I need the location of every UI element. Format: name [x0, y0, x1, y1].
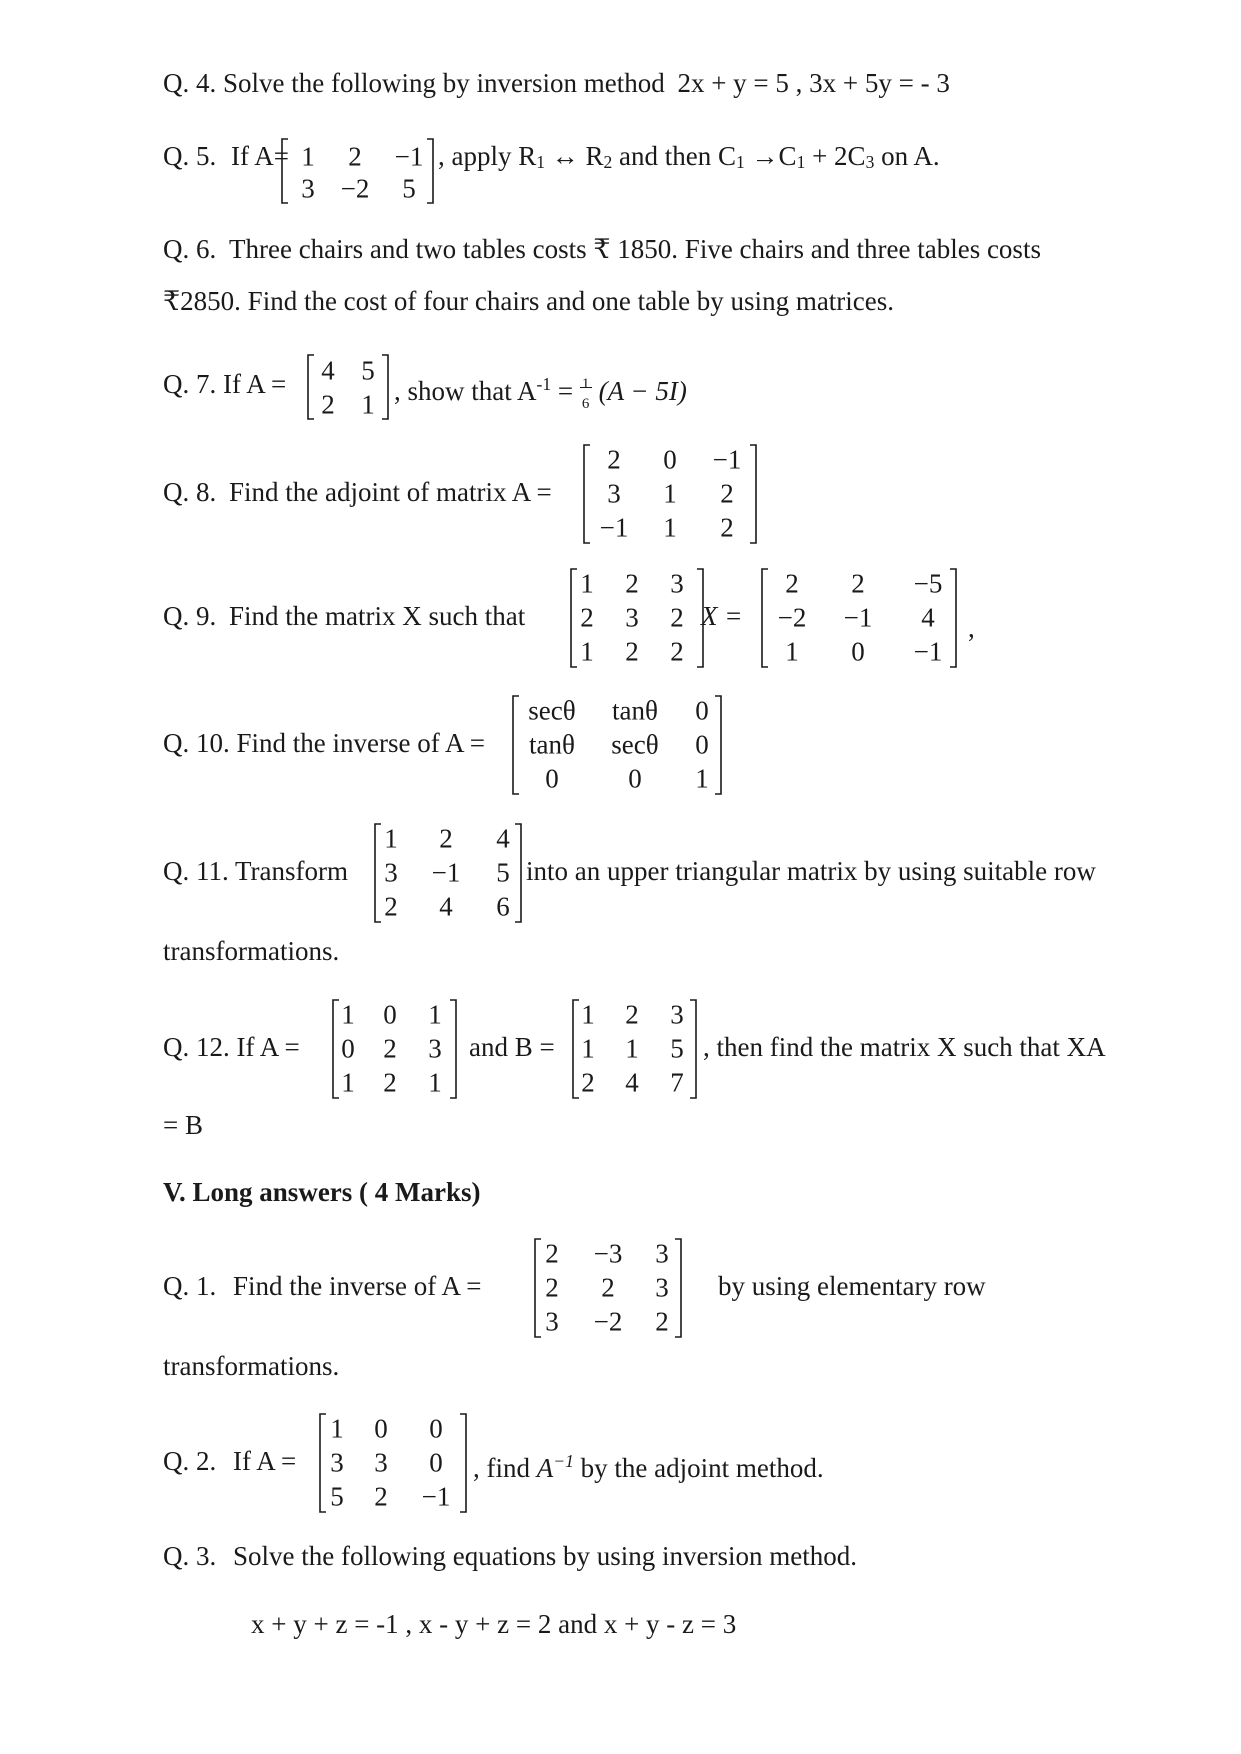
matrix-cell: 2: [321, 389, 335, 420]
q5-c1b-sub: 1: [796, 152, 806, 172]
matrix-cell: 0: [663, 444, 677, 475]
matrix-cell: −1: [394, 141, 424, 172]
matrix-cell: 0: [429, 1447, 443, 1478]
q7-expression: (A − 5I): [591, 376, 687, 406]
question-q9: [163, 600, 525, 632]
matrix-cell: 3: [607, 478, 621, 509]
matrix-cell: 2: [374, 1481, 388, 1512]
l3-equations: x + y + z = -1 , x - y + z = 2 and x + y - z = 3: [251, 1609, 737, 1639]
q12-and-b: and B =: [469, 1032, 555, 1062]
matrix-cell: tanθ: [612, 695, 658, 726]
matrix-cell: 1: [361, 389, 375, 420]
matrix-cell: 3: [374, 1447, 388, 1478]
matrix-cell: 5: [330, 1481, 344, 1512]
matrix-cell: 1: [695, 763, 709, 794]
q10-text: Find the inverse of A =: [236, 728, 485, 758]
matrix-cell: 1: [341, 999, 355, 1030]
q7-show-text: , show that A: [394, 376, 537, 406]
matrix-cell: 2: [383, 1067, 397, 1098]
matrix-cell: 3: [655, 1272, 669, 1303]
question-q11: [163, 855, 348, 887]
matrix-cell: 1: [625, 1033, 639, 1064]
l1-line2: transformations.: [163, 1351, 340, 1381]
question-q7-label-line: [163, 368, 286, 400]
q10-label: Q. 10.: [163, 728, 230, 758]
q7-inverse-sup: -1: [536, 374, 552, 394]
matrix-cell: 3: [428, 1033, 442, 1064]
matrix-cell: 3: [301, 173, 315, 204]
q4-equations: 2x + y = 5 , 3x + 5y = - 3: [677, 68, 950, 98]
q7-prefix: If A =: [223, 369, 287, 399]
matrix-cell: 1: [663, 512, 677, 543]
q9-matrix-a: [569, 568, 705, 668]
q8-matrix: [582, 444, 758, 544]
q8-label: Q. 8.: [163, 477, 217, 507]
q4-label: Q. 4.: [163, 68, 217, 98]
question-long-q1: [163, 1270, 481, 1302]
l2-find-text: , find: [473, 1453, 537, 1483]
l1-text2: by using elementary row: [718, 1271, 986, 1301]
matrix-cell: 4: [321, 355, 335, 386]
matrix-cell: 1: [581, 999, 595, 1030]
q12-line2: = B: [163, 1110, 203, 1140]
matrix-cell: 1: [580, 636, 594, 667]
q6-line1: Three chairs and two tables costs ₹ 1850. Five chairs and three tables costs: [229, 234, 1041, 264]
q5-matrix: [280, 138, 435, 204]
q11-text: Transform: [235, 856, 349, 886]
matrix-cell: 1: [384, 823, 398, 854]
q7-equals: =: [551, 376, 580, 406]
matrix-cell: −1: [421, 1481, 451, 1512]
l2-statement: [473, 1445, 824, 1484]
matrix-cell: 2: [670, 602, 684, 633]
matrix-cell: 3: [655, 1238, 669, 1269]
q5-prefix: If A=: [231, 141, 289, 171]
l2-a-symbol: A: [536, 1453, 554, 1483]
matrix-cell: 0: [383, 999, 397, 1030]
q7-statement: [394, 368, 687, 412]
q5-plus-text: + 2C: [805, 141, 866, 171]
matrix-cell: 4: [496, 823, 510, 854]
q7-frac-den: 6: [581, 396, 590, 412]
matrix-cell: 2: [384, 891, 398, 922]
matrix-cell: 2: [720, 512, 734, 543]
matrix-cell: 0: [374, 1413, 388, 1444]
q5-r1-sub: 1: [536, 152, 546, 172]
q11-text2: into an upper triangular matrix by using suitable row: [526, 856, 1096, 886]
matrix-cell: 2: [581, 1067, 595, 1098]
matrix-cell: 2: [625, 568, 639, 599]
matrix-cell: 0: [851, 636, 865, 667]
matrix-cell: 1: [330, 1413, 344, 1444]
matrix-cell: 2: [545, 1272, 559, 1303]
matrix-cell: 1: [428, 1067, 442, 1098]
matrix-cell: −3: [593, 1238, 623, 1269]
matrix-cell: 2: [348, 141, 362, 172]
matrix-cell: 2: [785, 568, 799, 599]
matrix-cell: 2: [607, 444, 621, 475]
matrix-cell: 4: [625, 1067, 639, 1098]
matrix-cell: −1: [913, 636, 943, 667]
l3-text: Solve the following equations by using inversion method.: [233, 1541, 857, 1571]
q8-text: Find the adjoint of matrix A =: [229, 477, 552, 507]
matrix-cell: 4: [921, 602, 935, 633]
matrix-cell: 0: [341, 1033, 355, 1064]
q7-frac-num: 1: [581, 376, 590, 392]
matrix-cell: 1: [580, 568, 594, 599]
q12-matrix-b: [571, 999, 698, 1099]
matrix-cell: 3: [670, 999, 684, 1030]
q5-c1-sub: 1: [736, 152, 745, 172]
q5-then-text: and then C: [612, 141, 737, 171]
matrix-cell: tanθ: [529, 729, 575, 760]
q11-label: Q. 11.: [163, 856, 229, 886]
l2-inverse-sup: −1: [553, 1451, 574, 1471]
matrix-cell: 7: [670, 1067, 684, 1098]
matrix-cell: 1: [785, 636, 799, 667]
matrix-cell: 3: [545, 1306, 559, 1337]
q11-matrix: [373, 823, 523, 923]
q9-x-equals: X =: [701, 601, 743, 631]
q5-c3-sub: 3: [865, 152, 875, 172]
matrix-cell: 1: [428, 999, 442, 1030]
matrix-cell: −1: [431, 857, 461, 888]
matrix-cell: 3: [625, 602, 639, 633]
matrix-cell: −5: [913, 568, 943, 599]
q4-text: Solve the following by inversion method: [223, 68, 665, 98]
q12-label: Q. 12.: [163, 1032, 230, 1062]
matrix-cell: 1: [663, 478, 677, 509]
matrix-cell: −2: [777, 602, 807, 633]
q7-fraction: [580, 372, 592, 412]
question-long-q3: [163, 1540, 857, 1572]
matrix-cell: 2: [720, 478, 734, 509]
matrix-cell: 1: [301, 141, 315, 172]
q10-matrix: [511, 695, 723, 795]
q7-matrix: [306, 354, 390, 420]
q9-text: Find the matrix X such that: [229, 601, 526, 631]
section-heading: V. Long answers ( 4 Marks): [163, 1177, 481, 1207]
matrix-cell: 2: [625, 999, 639, 1030]
matrix-cell: 2: [625, 636, 639, 667]
l2-matrix: [318, 1413, 468, 1513]
q9-matrix-b: [760, 568, 958, 668]
l2-method-text: by the adjoint method.: [573, 1453, 824, 1483]
question-long-q2: [163, 1445, 296, 1477]
q5-apply-text: , apply R: [438, 141, 537, 171]
matrix-cell: 5: [402, 173, 416, 204]
matrix-cell: 1: [341, 1067, 355, 1098]
l1-label: Q. 1.: [163, 1271, 217, 1301]
l3-label: Q. 3.: [163, 1541, 217, 1571]
q12-prefix: If A =: [236, 1032, 300, 1062]
matrix-cell: −1: [599, 512, 629, 543]
question-q8: [163, 476, 552, 508]
q11-line2: transformations.: [163, 936, 340, 966]
q9-comma: ,: [968, 613, 975, 643]
matrix-cell: 0: [695, 729, 709, 760]
matrix-cell: 5: [496, 857, 510, 888]
matrix-cell: 0: [695, 695, 709, 726]
question-q6: [163, 233, 1041, 265]
question-q10: [163, 727, 485, 759]
q12-text2: , then find the matrix X such that XA: [703, 1032, 1106, 1062]
matrix-cell: −1: [712, 444, 742, 475]
matrix-cell: 5: [670, 1033, 684, 1064]
q12-matrix-a: [331, 999, 458, 1099]
q6-label: Q. 6.: [163, 234, 217, 264]
matrix-cell: 0: [429, 1413, 443, 1444]
matrix-cell: 5: [361, 355, 375, 386]
matrix-cell: −2: [593, 1306, 623, 1337]
q6-line2: ₹2850. Find the cost of four chairs and one table by using matrices.: [163, 286, 895, 316]
matrix-cell: −1: [843, 602, 873, 633]
matrix-cell: 4: [439, 891, 453, 922]
matrix-cell: 2: [383, 1033, 397, 1064]
matrix-cell: 2: [439, 823, 453, 854]
q5-end-text: on A.: [874, 141, 940, 171]
q5-r2-sub: 2: [603, 152, 613, 172]
matrix-cell: 2: [545, 1238, 559, 1269]
l2-label: Q. 2.: [163, 1446, 217, 1476]
q5-map-arrow: →C: [744, 141, 797, 171]
l2-prefix: If A =: [233, 1446, 297, 1476]
q9-label: Q. 9.: [163, 601, 217, 631]
q5-label: Q. 5.: [163, 141, 217, 171]
matrix-cell: 0: [628, 763, 642, 794]
l1-matrix: [533, 1238, 683, 1338]
q5-operations: [438, 140, 940, 178]
q5-swap-arrow: ↔ R: [545, 141, 604, 171]
matrix-cell: −2: [340, 173, 370, 204]
q7-label: Q. 7.: [163, 369, 217, 399]
matrix-cell: secθ: [611, 729, 659, 760]
matrix-cell: 2: [580, 602, 594, 633]
matrix-cell: 3: [384, 857, 398, 888]
matrix-cell: 0: [545, 763, 559, 794]
question-q4: [163, 67, 950, 99]
matrix-cell: 2: [851, 568, 865, 599]
matrix-cell: 1: [581, 1033, 595, 1064]
matrix-cell: 2: [670, 636, 684, 667]
matrix-cell: 2: [601, 1272, 615, 1303]
matrix-cell: 3: [330, 1447, 344, 1478]
l1-text: Find the inverse of A =: [233, 1271, 482, 1301]
question-q12: [163, 1031, 300, 1063]
matrix-cell: secθ: [528, 695, 576, 726]
matrix-cell: 2: [655, 1306, 669, 1337]
matrix-cell: 3: [670, 568, 684, 599]
matrix-cell: 6: [496, 891, 510, 922]
